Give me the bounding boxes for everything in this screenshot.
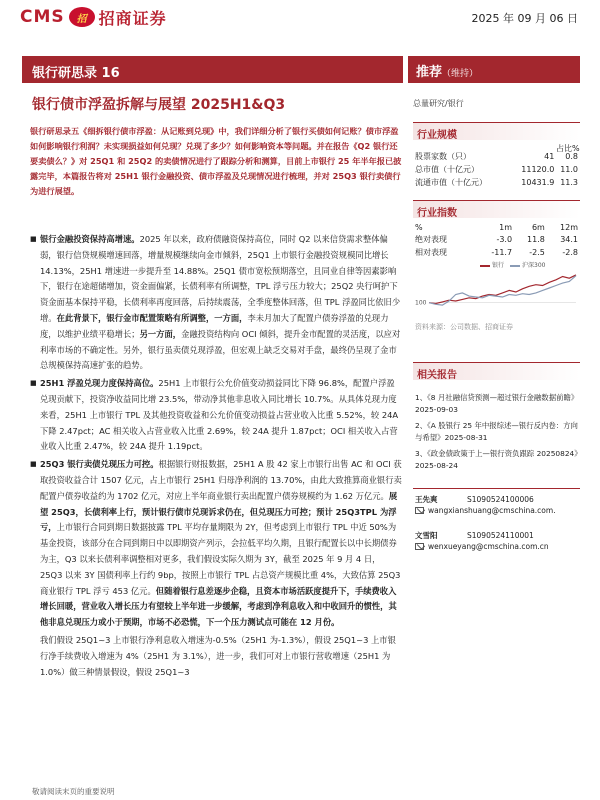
- table-row: 总市值（十亿元） 11120.0 11.0: [415, 165, 578, 174]
- pct-col-header: 占比%: [556, 144, 580, 153]
- table-row: 绝对表现 -3.0 11.8 34.1: [415, 235, 578, 244]
- report-date: 2025 年 09 月 06 日: [471, 12, 578, 25]
- analyst-name: 文雪阳: [415, 531, 438, 540]
- industry-index-heading: 行业指数: [413, 200, 580, 218]
- rating-label: 推荐: [416, 65, 443, 80]
- list-item[interactable]: 1、《8 月社融信贷预测—超过银行金融数据前瞻》2025-09-03: [415, 393, 579, 414]
- rating-sub: （维持）: [442, 69, 479, 79]
- company-logo: [20, 4, 167, 30]
- analyst-2: [415, 530, 580, 552]
- y-tick-label: 100: [415, 299, 427, 307]
- list-item[interactable]: 2、《A 股银行 25 年中报综述—银行反内卷：方向与希望》2025-08-31: [415, 421, 578, 442]
- analyst-1: [415, 494, 580, 516]
- industry-index-table: [415, 222, 578, 259]
- report-body: [30, 232, 402, 682]
- industry-scale-table: [415, 150, 578, 189]
- related-reports-list: [415, 392, 580, 476]
- table-header-row: % 1m 6m 12m: [415, 223, 578, 232]
- legend-item: 沪深300: [510, 260, 545, 269]
- table-row: 流通市值（十亿元） 10431.9 11.3: [415, 178, 578, 187]
- footer-note: 敬请阅读末页的重要说明: [32, 787, 115, 796]
- paragraph-3: ■ 25Q3 银行卖债兑现压力可控。根据银行财报数据，25H1 A 股 42 家上市银行出售 AC 和 OCI 获取投资收益合计 1507 亿元，占上市银行 25H1 归母净利润的 13.70%，由此大致推算商业银行卖配置户债券收益约为 1702 亿元，对应上半年商业银行卖出配置户债券规模约为 1.62 万亿元。展望 25Q3，长债利率上行，预计银行债市兑现诉求仍在，但兑现压力可控；预计 25Q3TPL 为浮亏，上市银行合同到期日数据披露 TPL 平均存量期限为 2Y，但考虑到上市银行 TPL 中近 50%为基金投资，该部分在合同到期日中以即期资产列示，会拉低平均久期，且银行配置长以中长期债券为主，Q3 以来长债利率调整相对更多，我们假设实际久期为 3Y，截至 2025 年 9 月 4 日，25Q3 以来 3Y 国债利率上行约 9bp，按照上市银行 TPL 占总资产规模比重 4%，大致估算 25Q3 商业银行 TPL 浮亏 453 亿元。但随着银行息差逐步企稳，且资本市场活跃度提升下，手续费收入增长回暖，营业收入增长压力有望较上半年进一步缓解，考虑到净利息收入和中收回升的惯性，其他非息兑现压力或小于预期，市场不必恐慌，下一个压力测试点可能在 12 月份。: [30, 457, 402, 631]
- divider: [413, 488, 580, 489]
- report-title: 银行债市浮盈拆解与展望 2025H1&Q3: [32, 97, 286, 113]
- industry-scale-heading: 行业规模: [413, 122, 580, 140]
- legend-item: 银行: [480, 260, 504, 269]
- paragraph-1: ■ 银行金融投资保持高增速。2025 年以来，政府债融资保持高位，同时 Q2 以来信贷需求整体偏弱，银行信贷规模增速回落，增量规模继续向金市倾斜，25Q1 上市银行金融投资规模同比增长 14.13%，25H1 增速进一步提升至 14.88%。25Q1 债市宽松预期落空，且同业自律等因素影响下，银行在途超储增加，资金面偏紧，长债利率有所调整，TPL 浮亏压力较大；25Q2 央行呵护下资金面基本保持平稳，长债利率再度回落，后持续震荡，全季度整体回落，但 TPL 浮盈同比依旧少增。在此背景下，银行金市配置策略有所调整，一方面，李未月加大了配置户债券浮盈的兑现力度，以维护业绩平稳增长；另一方面，金融投资结构向 OCI 倾斜，提升金市配置的灵活度，以应对利率市场的不确定性。另外，银行虽卖债兑现浮盈，但宏观上缺乏交易对手盘，最终仍呈现了金市总规模保持高速扩张的趋势。: [30, 232, 402, 374]
- mail-icon: [415, 543, 424, 550]
- abstract: 银行研思录五《细拆银行债市浮盈：从记账到兑现》中，我们详细分析了银行买债如何记账？债市浮盈如何影响银行利润？未实现损益如何兑现？兑现了多少？如何影响资本等问题。并在报告《Q2 银行还要卖债么？》对 25Q1 和 25Q2 的卖债情况进行了跟踪分析和测算，目前上市银行 25 年半年报已披露完毕，本篇报告将对 25H1 银行金融投资、债市浮盈及兑现情况进行梳理，并对 25Q3 银行卖债行为进行展望。: [30, 126, 402, 196]
- logo-cn: 招商证券: [98, 8, 167, 28]
- performance-chart: [415, 258, 580, 323]
- mail-icon: [415, 507, 424, 514]
- table-row: 股票家数（只） 41 0.8: [415, 152, 578, 161]
- chart-source: 资料来源：公司数据、招商证券: [415, 323, 513, 331]
- logo-badge-icon: 招: [69, 7, 95, 27]
- analyst-code: S1090524100006: [467, 495, 534, 504]
- analyst-email[interactable]: wenxueyang@cmschina.com.cn: [428, 542, 549, 551]
- table-row: 相对表现 -11.7 -2.5 -2.8: [415, 248, 578, 257]
- analyst-name: 王先爽: [415, 495, 438, 504]
- list-item[interactable]: 3、《政金债政策于上—银行资负跟踪 20250824》2025-08-24: [415, 449, 578, 470]
- rating-banner: [408, 56, 580, 83]
- analyst-email[interactable]: wangxianshuang@cmschina.com.: [428, 506, 556, 515]
- logo-en: CMS: [20, 7, 65, 27]
- paragraph-2: ■ 25H1 浮盈兑现力度保持高位。25H1 上市银行公允价值变动损益同比下降 96.8%，配置户浮盈兑现贡献下，投资净收益同比增 23.5%，带动净其他非息收入同比增长 10.7%。从具体兑现力度来看，25H1 上市银行 TPL 及其他投资收益和公允价值变动损益占营业收入比重 5.52%，较 24A 下降 2.47pct；AC 相关收入占营业收入比重 2.69%，较 24A 提升 1.87pct；OCI 相关收入占营业收入比重 2.47%，较 24A 提升 1.19pct。: [30, 376, 402, 455]
- category-label: 总量研究/银行: [413, 99, 464, 108]
- series-banner: 银行研思录 16: [22, 56, 403, 83]
- related-reports-heading: 相关报告: [413, 362, 580, 380]
- paragraph-4: 我们假设 25Q1~3 上市银行净利息收入增速为-0.5%（25H1 为-1.3%），假设 25Q1~3 上市银行净手续费收入增速为 4%（25H1 为 3.1%），进一步，我们可对上市银行营收增速（25H1 为 1.0%）做三种情景假设，假设 25Q1~3: [40, 634, 396, 677]
- analyst-code: S1090524110001: [467, 531, 534, 540]
